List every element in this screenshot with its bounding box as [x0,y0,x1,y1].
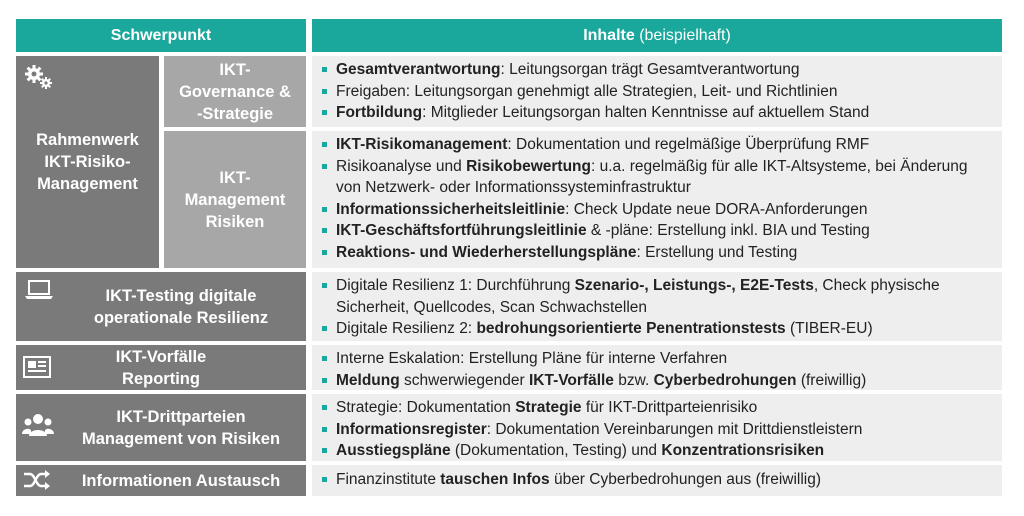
bold-text: bedrohungsorientierte Penentrationstests [476,320,786,337]
bold-text: Ausstiegspläne [336,442,451,459]
list-item [320,220,994,242]
bold-text: Strategie [515,399,582,416]
bold-text: tauschen Infos [440,471,550,488]
list-item [320,59,994,81]
bold-text: Fortbildung [336,104,423,121]
vorfaelle-cell [16,345,306,390]
austausch-line-1: Informationen Austausch [81,471,281,490]
header-inhalte-sublabel: (beispielhaft) [639,26,731,44]
testing-line-2: operationale Resilienz [93,308,269,327]
governance-line-3: -Strategie [196,104,274,123]
drittparteien-cell [16,394,306,461]
management-line-3: Risiken [205,212,265,231]
bold-text: IKT-Vorfälle [528,371,614,389]
list-item [320,348,994,370]
austausch-cell [16,465,306,496]
text: : u.a. regelmäßig für alle IKT-Altsysteme, bei Änderung von Netzwerk- oder Informationssysteminfrastruktur [336,157,968,196]
laptop-icon [24,279,54,301]
list-item [320,370,994,392]
text: bzw. [613,371,654,389]
drittparteien-line-2: Management von Risiken [81,429,281,448]
governance-cell [164,56,306,127]
vorfaelle-line-2: Reporting [122,369,200,388]
list-item [320,156,994,199]
text: Interne Eskalation: Erstellung Pläne für interne Verfahren [336,350,728,367]
vorfaelle-list [320,348,994,391]
text: Digitale Resilienz 1: Durchführung [336,277,575,294]
list-item [320,102,994,124]
rahmenwerk-line-2: IKT-Risiko- [44,153,131,171]
list-item [320,318,994,340]
austausch-list [320,469,994,491]
management-line-1: IKT- [219,168,251,187]
drittparteien-line-1: IKT-Drittparteien [116,407,246,426]
newspaper-icon [22,355,52,379]
text: & -pläne: Erstellung inkl. BIA und Testing [586,222,870,239]
testing-content [312,272,1002,341]
testing-cell [16,272,306,341]
list-item [320,419,994,441]
text: für IKT-Drittparteienrisiko [581,399,758,416]
governance-line-1: IKT- [219,60,251,79]
text: : Mitglieder Leitungsorgan halten Kenntnisse auf aktuellem Stand [422,104,870,121]
vorfaelle-content [312,345,1002,390]
drittparteien-list [320,397,994,462]
drittparteien-content [312,394,1002,461]
bold-text: Risikobewertung [466,157,591,175]
rahmenwerk-line-3: Management [37,175,138,193]
bold-text: Informationssicherheitsleitlinie [336,200,566,218]
text: Risikoanalyse und [336,157,467,175]
text: Digitale Resilienz 2: [336,320,477,337]
governance-content [312,56,1002,127]
management-list [320,134,994,263]
text: : Erstellung und Testing [636,243,798,261]
bold-text: Gesamtverantwortung [336,61,501,78]
bold-text: Meldung [336,371,400,389]
shuffle-icon [22,469,50,491]
governance-list [320,59,994,124]
text: : Dokumentation Vereinbarungen mit Drittdienstleistern [486,420,863,438]
gears-icon [24,64,54,92]
list-item [320,242,994,264]
text: : Dokumentation und regelmäßige Überprüfung RMF [507,136,870,153]
management-cell [164,131,306,268]
header-inhalte [312,19,1002,52]
vorfaelle-line-1: IKT-Vorfälle [115,347,207,366]
text: über Cyberbedrohungen aus (freiwillig) [549,471,822,488]
management-line-2: Management [184,190,286,209]
text: : Leitungsorgan trägt Gesamtverantwortung [500,61,800,78]
bold-text: Informationsregister [336,420,487,438]
users-icon [22,412,54,438]
list-item [320,440,994,462]
text: : Check Update neue DORA-Anforderungen [565,200,868,218]
bold-text: Reaktions- und Wiederherstellungspläne [336,243,637,261]
bold-text: IKT-Geschäftsfortführungsleitlinie [336,222,587,239]
list-item [320,275,994,318]
bold-text: Konzentrationsrisiken [661,442,825,459]
bold-text: Cyberbedrohungen [653,371,797,389]
text: (Dokumentation, Testing) und [450,442,662,459]
management-content [312,131,1002,268]
bold-text: IKT-Risikomanagement [336,136,508,153]
text: Freigaben: Leitungsorgan genehmigt alle Strategien, Leit- und Richtlinien [336,82,838,100]
text: (TIBER-EU) [785,320,873,337]
austausch-content [312,465,1002,496]
testing-list [320,275,994,340]
bold-text: Szenario-, Leistungs-, E2E-Tests [574,277,814,294]
text: schwerwiegender [399,371,529,389]
header-inhalte-label: Inhalte [583,26,635,44]
text: , Check physische Sicherheit, Quellcodes, Scan Schwachstellen [336,277,940,316]
header-schwerpunkt [16,19,306,52]
list-item [320,397,994,419]
testing-line-1: IKT-Testing digitale [105,286,257,305]
header-schwerpunkt-label: Schwerpunkt [110,26,212,44]
text: Strategie: Dokumentation [336,399,516,416]
text: (freiwillig) [796,371,867,389]
rahmenwerk-line-1: Rahmenwerk [36,131,139,149]
governance-line-2: Governance & [179,82,291,101]
list-item [320,81,994,103]
list-item [320,134,994,156]
text: Finanzinstitute [336,471,441,488]
list-item [320,199,994,221]
list-item [320,469,994,491]
